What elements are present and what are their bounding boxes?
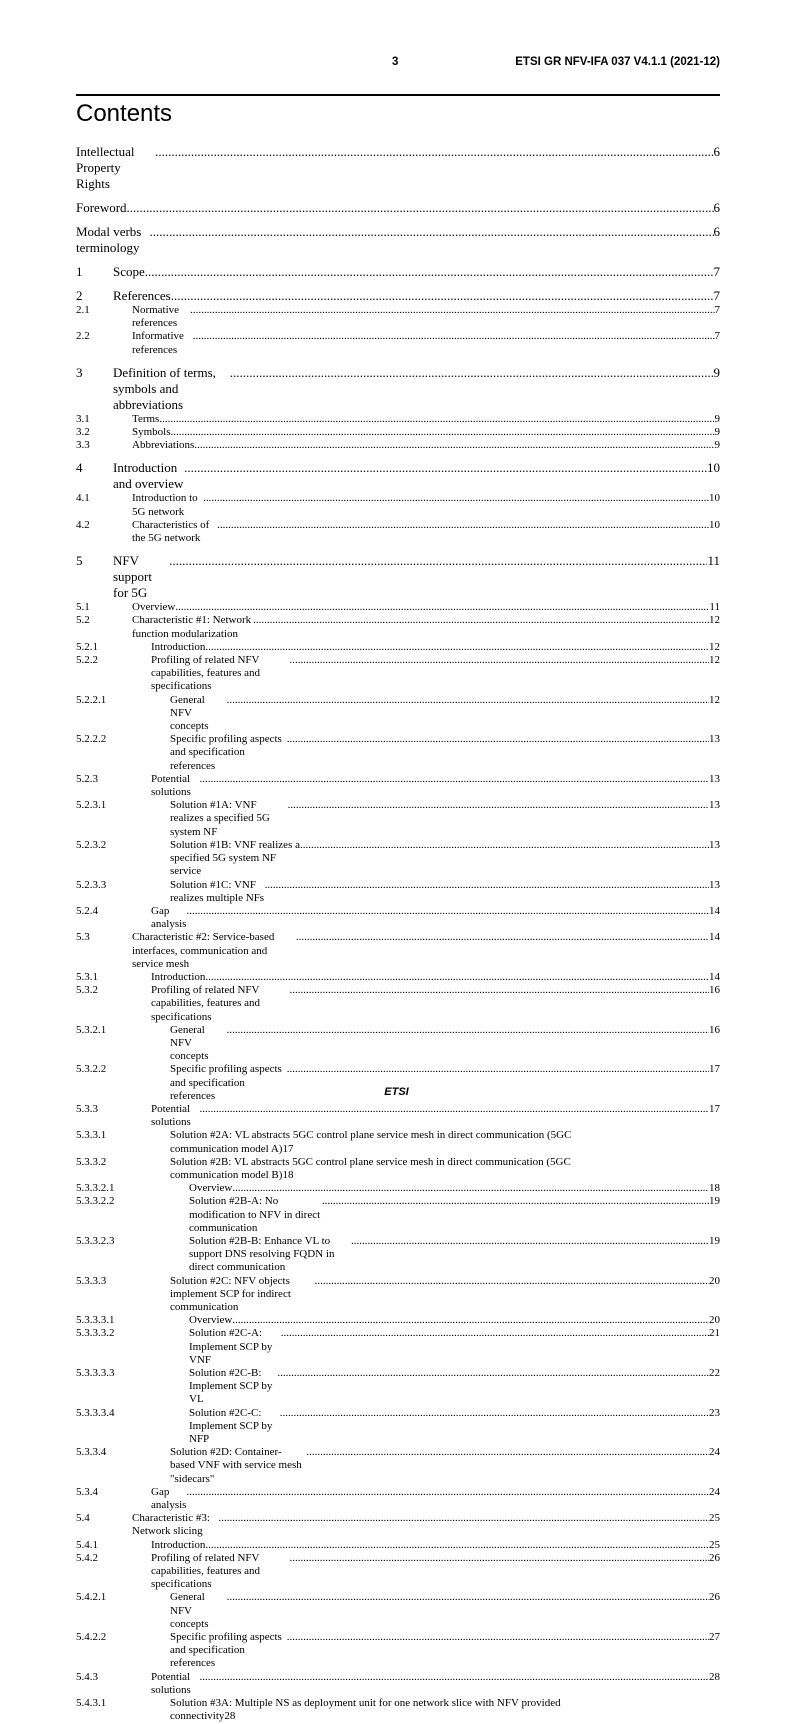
dot-leader [199, 773, 709, 786]
dot-leader [253, 614, 709, 627]
dot-leader [287, 733, 709, 746]
page-ref: 18 [282, 1168, 294, 1181]
toc-entry-5-2-2[interactable]: 5.2.2 Profiling of related NFV capabilities, features and specifications ..... 12 [76, 654, 720, 694]
dot-leader [199, 1103, 709, 1116]
toc-entry-1[interactable]: 1 Scope ..... 7 [76, 264, 720, 280]
dot-leader [184, 460, 707, 476]
page-ref: 25 [709, 1538, 720, 1551]
page-ref: 12 [709, 614, 720, 627]
page-ref: 7 [714, 330, 720, 343]
toc-entry-5-4-3[interactable]: 5.4.3 Potential solutions ..... 28 [76, 1671, 720, 1697]
page-ref: 10 [707, 460, 720, 476]
dot-leader [194, 439, 714, 452]
toc-entry-3-2[interactable]: 3.2 Symbols ..... 9 [76, 426, 720, 439]
page-ref: 20 [709, 1274, 720, 1287]
toc-entry-5-3-2-1[interactable]: 5.3.2.1 General NFV concepts ..... 16 [76, 1024, 720, 1064]
page-ref: 23 [709, 1406, 720, 1419]
toc-entry-3[interactable]: 3 Definition of terms, symbols and abbreviations ..... 9 [76, 365, 720, 413]
dot-leader [190, 304, 714, 317]
toc-entry-modal-verbs[interactable]: Modal verbs terminology ..... 6 [76, 224, 720, 256]
toc-entry-5-3-1[interactable]: 5.3.1 Introduction ..... 14 [76, 971, 720, 984]
dot-leader [127, 200, 714, 216]
page-ref: 9 [714, 426, 720, 439]
toc-entry-5-3-3[interactable]: 5.3.3 Potential solutions ..... 17 [76, 1103, 720, 1129]
dot-leader [322, 1195, 709, 1208]
toc-entry-5-2-2-2[interactable]: 5.2.2.2 Specific profiling aspects and specification references ..... 13 [76, 733, 720, 773]
dot-leader [306, 1446, 709, 1459]
dot-leader [290, 984, 710, 997]
toc-entry-5-3-3-2-2[interactable]: 5.3.3.2.2 Solution #2B-A: No modification to NFV in direct communication ..... 19 [76, 1195, 720, 1235]
page-ref: 28 [709, 1670, 720, 1683]
toc-entry-5[interactable]: 5 NFV support for 5G ..... 11 [76, 553, 720, 601]
toc-entry-3-1[interactable]: 3.1 Terms ..... 9 [76, 413, 720, 426]
toc-entry-5-1[interactable]: 5.1 Overview ..... 11 [76, 601, 720, 614]
page-header [76, 56, 720, 72]
dot-leader [296, 931, 709, 944]
toc-entry-5-3-3-3-1[interactable]: 5.3.3.3.1 Overview ..... 20 [76, 1314, 720, 1327]
toc-entry-5-3-3-3-2[interactable]: 5.3.3.3.2 Solution #2C-A: Implement SCP by VNF ..... 21 [76, 1327, 720, 1367]
dot-leader [205, 971, 709, 984]
toc-entry-5-3-3-4[interactable]: 5.3.3.4 Solution #2D: Container-based VNF with service mesh "sidecars" ..... 24 [76, 1446, 720, 1486]
page-ref: 13 [709, 878, 720, 891]
header-rule [76, 94, 720, 96]
page-ref: 22 [709, 1367, 720, 1380]
page-ref: 17 [709, 1102, 720, 1115]
dot-leader [351, 1235, 709, 1248]
page-ref: 13 [709, 799, 720, 812]
page-ref: 6 [713, 144, 720, 159]
toc-entry-ipr[interactable]: Intellectual Property Rights ..... 6 [76, 144, 720, 192]
dot-leader [232, 1182, 709, 1195]
toc-entry-5-3-3-3-3[interactable]: 5.3.3.3.3 Solution #2C-B: Implement SCP by VL ..... 22 [76, 1367, 720, 1407]
toc-entry-5-2-3-1[interactable]: 5.2.3.1 Solution #1A: VNF realizes a specified 5G system NF ..... 13 [76, 799, 720, 839]
dot-leader [232, 1314, 709, 1327]
dot-leader [175, 601, 709, 614]
page-ref: 10 [709, 518, 720, 531]
toc-entry-5-4[interactable]: 5.4 Characteristic #3: Network slicing ..... 25 [76, 1512, 720, 1538]
table-of-contents [76, 144, 720, 1724]
toc-entry-5-4-2-1[interactable]: 5.4.2.1 General NFV concepts ..... 26 [76, 1591, 720, 1631]
page-ref: 13 [709, 733, 720, 746]
toc-entry-4[interactable]: 4 Introduction and overview ..... 10 [76, 460, 720, 492]
dot-leader [300, 839, 709, 852]
toc-entry-2-2[interactable]: 2.2 Informative references ..... 7 [76, 330, 720, 356]
page-ref: 18 [709, 1182, 720, 1195]
dot-leader [193, 330, 715, 343]
toc-entry-5-3-3-2[interactable]: 5.3.3.2 Solution #2B: VL abstracts 5GC control plane service mesh in direct communication (5GC communication model B) 18 [76, 1155, 571, 1181]
document-id: ETSI GR NFV-IFA 037 V4.1.1 (2021-12) [515, 56, 720, 68]
toc-entry-5-2-1[interactable]: 5.2.1 Introduction ..... 12 [76, 641, 720, 654]
toc-entry-5-3-3-3-4[interactable]: 5.3.3.3.4 Solution #2C-C: Implement SCP by NFP ..... 23 [76, 1407, 720, 1447]
page-ref: 19 [709, 1234, 720, 1247]
page-ref: 19 [709, 1195, 720, 1208]
page-ref: 21 [709, 1327, 720, 1340]
dot-leader [290, 654, 710, 667]
dot-leader [205, 641, 709, 654]
page-ref: 12 [709, 640, 720, 653]
dot-leader [217, 519, 709, 532]
toc-entry-5-2-3-2[interactable]: 5.2.3.2 Solution #1B: VNF realizes a specified 5G system NF service ..... 13 [76, 839, 720, 879]
toc-entry-5-4-2-2[interactable]: 5.4.2.2 Specific profiling aspects and specification references ..... 27 [76, 1631, 720, 1671]
page-ref: 27 [709, 1631, 720, 1644]
toc-entry-4-2[interactable]: 4.2 Characteristics of the 5G network ..... 10 [76, 519, 720, 545]
toc-entry-5-2-3[interactable]: 5.2.3 Potential solutions ..... 13 [76, 773, 720, 799]
dot-leader [315, 1275, 709, 1288]
page-ref: 17 [709, 1063, 720, 1076]
page-ref: 6 [713, 224, 720, 239]
toc-entry-5-4-3-1[interactable]: 5.4.3.1 Solution #3A: Multiple NS as deployment unit for one network slice with NFV provided connectivity 28 [76, 1697, 561, 1723]
toc-entry-5-3-3-1[interactable]: 5.3.3.1 Solution #2A: VL abstracts 5GC control plane service mesh in direct communication (5GC communication model A) 17 [76, 1129, 572, 1155]
dot-leader [205, 1539, 709, 1552]
toc-entry-5-4-1[interactable]: 5.4.1 Introduction ..... 25 [76, 1539, 720, 1552]
toc-entry-5-4-2[interactable]: 5.4.2 Profiling of related NFV capabilities, features and specifications ..... 26 [76, 1552, 720, 1592]
page-ref: 26 [709, 1591, 720, 1604]
page-ref: 7 [713, 288, 720, 303]
dot-leader [186, 905, 709, 918]
page-ref: 11 [709, 601, 720, 614]
toc-entry-foreword[interactable]: Foreword ..... 6 [76, 200, 720, 216]
dot-leader [290, 1552, 710, 1565]
dot-leader [150, 224, 714, 240]
page-ref: 9 [713, 364, 720, 380]
dot-leader [287, 1063, 709, 1076]
dot-leader [199, 1671, 709, 1684]
page-title: Contents [76, 100, 173, 127]
dot-leader [227, 1024, 709, 1037]
dot-leader [171, 426, 715, 439]
toc-entry-5-3-4[interactable]: 5.3.4 Gap analysis ..... 24 [76, 1486, 720, 1512]
page-ref: 20 [709, 1314, 720, 1327]
dot-leader [155, 144, 713, 160]
dot-leader [203, 492, 709, 505]
toc-entry-5-3-3-2-3[interactable]: 5.3.3.2.3 Solution #2B-B: Enhance VL to support DNS resolving FQDN in direct communication ..... 19 [76, 1235, 720, 1275]
dot-leader [169, 553, 707, 569]
page-ref: 12 [709, 693, 720, 706]
dot-leader [186, 1486, 709, 1499]
page-ref: 7 [713, 264, 720, 279]
toc-entry-5-2-3-3[interactable]: 5.2.3.3 Solution #1C: VNF realizes multiple NFs ..... 13 [76, 879, 720, 905]
dot-leader [277, 1367, 709, 1380]
toc-entry-2-1[interactable]: 2.1 Normative references ..... 7 [76, 304, 720, 330]
dot-leader [280, 1407, 709, 1420]
page-ref: 28 [224, 1710, 236, 1723]
page-ref: 13 [709, 838, 720, 851]
page-ref: 7 [714, 304, 720, 316]
page-ref: 10 [709, 492, 720, 505]
toc-entry-2[interactable]: 2 References ..... 7 [76, 288, 720, 304]
page-ref: 12 [709, 654, 720, 667]
page-ref: 26 [709, 1551, 720, 1564]
page-ref: 11 [707, 553, 720, 569]
toc-entry-5-3-2[interactable]: 5.3.2 Profiling of related NFV capabilities, features and specifications ..... 16 [76, 984, 720, 1024]
page-ref: 6 [713, 200, 720, 215]
page-ref: 16 [709, 1023, 720, 1036]
page-ref: 14 [709, 931, 720, 944]
dot-leader [265, 879, 709, 892]
page-ref: 17 [282, 1142, 294, 1155]
page-ref: 24 [709, 1446, 720, 1459]
page-ref: 16 [709, 984, 720, 997]
dot-leader [287, 1631, 709, 1644]
toc-entry-5-3-3-3[interactable]: 5.3.3.3 Solution #2C: NFV objects implement SCP for indirect communication ..... 20 [76, 1275, 720, 1315]
dot-leader [227, 694, 709, 707]
dot-leader [145, 264, 714, 280]
page-ref: 13 [709, 772, 720, 785]
toc-entry-5-3[interactable]: 5.3 Characteristic #2: Service-based interfaces, communication and service mesh ..... 14 [76, 931, 720, 971]
dot-leader [281, 1327, 709, 1340]
page-footer: ETSI [384, 1086, 409, 1098]
toc-entry-3-3[interactable]: 3.3 Abbreviations ..... 9 [76, 439, 720, 452]
dot-leader [227, 1591, 709, 1604]
dot-leader [159, 413, 714, 426]
page-ref: 9 [714, 412, 720, 425]
toc-entry-5-2-2-1[interactable]: 5.2.2.1 General NFV concepts ..... 12 [76, 694, 720, 734]
dot-leader [230, 365, 714, 381]
page-number: 3 [392, 56, 399, 68]
toc-entry-4-1[interactable]: 4.1 Introduction to 5G network ..... 10 [76, 492, 720, 518]
toc-entry-5-3-3-2-1[interactable]: 5.3.3.2.1 Overview ..... 18 [76, 1182, 720, 1195]
page-ref: 14 [709, 970, 720, 983]
toc-entry-5-3-2-2[interactable]: 5.3.2.2 Specific profiling aspects and specification references ..... 17 [76, 1063, 720, 1103]
toc-entry-5-2[interactable]: 5.2 Characteristic #1: Network function modularization ..... 12 [76, 614, 720, 640]
dot-leader [218, 1512, 709, 1525]
toc-entry-5-2-4[interactable]: 5.2.4 Gap analysis ..... 14 [76, 905, 720, 931]
page-ref: 25 [709, 1512, 720, 1525]
dot-leader [288, 799, 709, 812]
page-ref: 24 [709, 1485, 720, 1498]
dot-leader [171, 288, 714, 304]
page-ref: 9 [714, 439, 720, 452]
page-ref: 14 [709, 904, 720, 917]
